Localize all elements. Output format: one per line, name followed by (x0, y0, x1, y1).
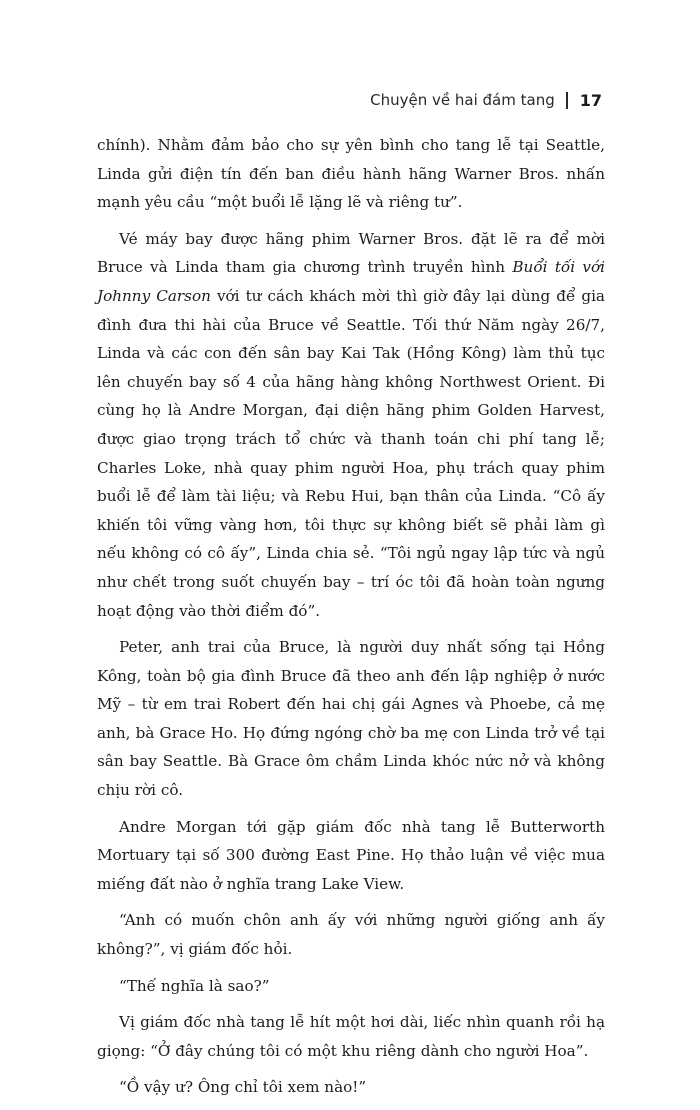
paragraph-2-end: với tư cách khách mời thì giờ đây lại dùng để gia đình đưa thi hài của Bruce về Seattle. Tối thứ Năm ngày 26/7, Linda và các con đến sân bay Kai Tak (Hồng Kông) làm thủ tục lên chuyến bay số 4 của hãng hàng không Northwest Orient. Đi cùng họ là Andre Morgan, đại diện hãng phim Golden Harvest, được giao trọng trách tổ chức và thanh toán chi phí tang lễ; Charles Loke, nhà quay phim người Hoa, phụ trách quay phim buổi lễ để làm tài liệu; và Rebu Hui, bạn thân của Linda. “Cô ấy khiến tôi vững vàng hơn, tôi thực sự không biết sẽ phải làm gì nếu không có cô ấy”, Linda chia sẻ. “Tôi ngủ ngay lập tức và ngủ như chết trong suốt chuyến bay – trí óc tôi đã hoàn toàn ngưng hoạt động vào thời điểm đó”. (97, 286, 605, 620)
body-text (97, 131, 605, 1110)
page-number: 17 (579, 90, 602, 110)
paragraph-2-start: Vé máy bay được hãng phim Warner Bros. đặt lẽ ra để mời Bruce và Linda tham gia chương trình truyền hình (97, 229, 605, 277)
paragraph-1: chính). Nhằm đảm bảo cho sự yên bình cho tang lễ tại Seattle, Linda gửi điện tín đến ban điều hành hãng Warner Bros. nhấn mạnh yêu cầu “một buổi lễ lặng lẽ và riêng tư”. (97, 136, 605, 212)
running-header (370, 88, 602, 112)
tv-show-title: Buổi tối với Johnny Carson (97, 258, 605, 305)
chapter-title: Chuyện về hai đám tang (370, 91, 555, 109)
paragraph-5: “Anh có muốn chôn anh ấy với những người giống anh ấy không?”, vị giám đốc hỏi. (97, 911, 605, 959)
paragraph-6: “Thế nghĩa là sao?” (119, 976, 270, 995)
paragraph-2 (97, 225, 605, 625)
header-divider (566, 92, 568, 109)
paragraph-7: Vị giám đốc nhà tang lễ hít một hơi dài, liếc nhìn quanh rồi hạ giọng: “Ở đây chúng tôi có một khu riêng dành cho người Hoa”. (97, 1013, 605, 1060)
paragraph-4: Andre Morgan tới gặp giám đốc nhà tang lễ Butterworth Mortuary tại số 300 đường East Pine. Họ thảo luận về việc mua miếng đất nào ở nghĩa trang Lake View. (97, 817, 605, 893)
paragraph-3: Peter, anh trai của Bruce, là người duy nhất sống tại Hồng Kông, toàn bộ gia đình Bruce đã theo anh đến lập nghiệp ở nước Mỹ – từ em trai Robert đến hai chị gái Agnes và Phoebe, cả mẹ anh, bà Grace Ho. Họ đứng ngóng chờ ba mẹ con Linda trở về tại sân bay Seattle. Bà Grace ôm chầm Linda khóc nức nở và không chịu rời cô. (97, 638, 605, 800)
paragraph-8: “Ồ vậy ư? Ông chỉ tôi xem nào!” (119, 1078, 367, 1097)
